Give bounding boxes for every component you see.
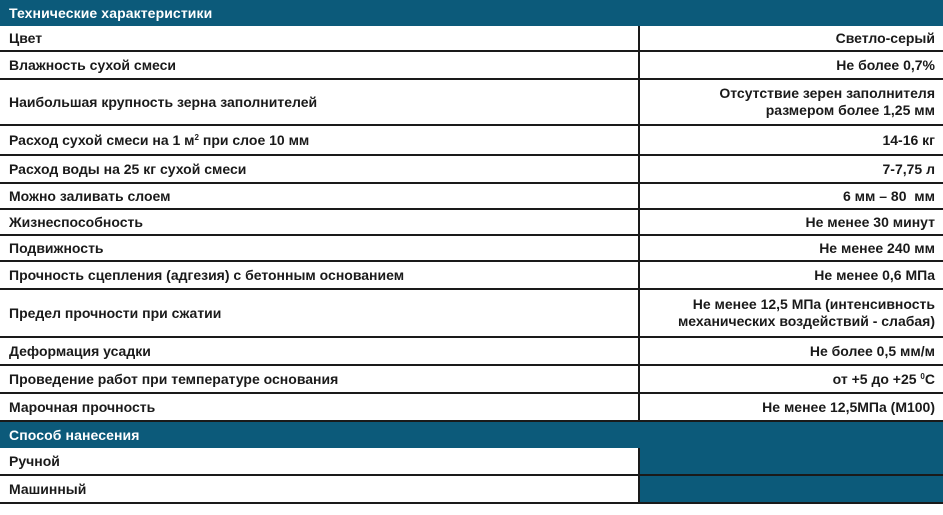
spec-value-line: Не менее 12,5 МПа (интенсивность <box>692 296 935 312</box>
spec-value-line: механических воздействий - слабая) <box>677 313 935 329</box>
spec-value: 6 мм – 80 мм <box>842 187 935 204</box>
method-label: Машинный <box>0 476 640 502</box>
spec-value <box>640 290 943 336</box>
spec-label: Влажность сухой смеси <box>0 52 640 78</box>
method-label: Ручной <box>0 448 640 474</box>
spec-row <box>0 80 943 126</box>
spec-value: от +5 до +25 $^0$ С <box>832 370 935 387</box>
spec-value: 14-16 кг <box>882 131 935 148</box>
spec-value-line: размером более 1,25 мм <box>765 102 935 118</box>
method-indicator <box>640 448 943 474</box>
spec-label: Можно заливать слоем <box>0 184 640 208</box>
method-row <box>0 448 943 476</box>
spec-row <box>0 338 943 366</box>
spec-row <box>0 394 943 422</box>
spec-row <box>0 52 943 80</box>
spec-value: Не менее 30 минут <box>805 213 935 230</box>
spec-value: 7-7,75 л <box>882 160 935 177</box>
spec-label: Жизнеспособность <box>0 210 640 234</box>
method-table <box>0 448 943 504</box>
spec-label: Цвет <box>0 26 640 50</box>
spec-row <box>0 126 943 156</box>
spec-row <box>0 26 943 52</box>
spec-label: Подвижность <box>0 236 640 260</box>
spec-value-line: Отсутствие зерен заполнителя <box>719 85 935 101</box>
spec-label: Прочность сцепления (адгезия) с бетонным основанием <box>0 262 640 288</box>
method-header: Способ нанесения <box>0 422 943 448</box>
spec-table <box>0 26 943 422</box>
spec-value <box>640 80 943 124</box>
spec-row <box>0 184 943 210</box>
spec-label: Наибольшая крупность зерна заполнителей <box>0 80 640 124</box>
spec-row <box>0 236 943 262</box>
spec-value: Светло-серый <box>835 29 935 46</box>
spec-label: Расход воды на 25 кг сухой смеси <box>0 156 640 182</box>
spec-value: Не менее 12,5МПа (М100) <box>762 398 935 415</box>
spec-row <box>0 210 943 236</box>
method-row <box>0 476 943 504</box>
method-indicator <box>640 476 943 502</box>
spec-value: Не менее 0,6 МПа <box>814 266 935 283</box>
spec-label: Марочная прочность <box>0 394 640 420</box>
spec-row <box>0 366 943 394</box>
spec-label: Предел прочности при сжатии <box>0 290 640 336</box>
spec-label: Деформация усадки <box>0 338 640 364</box>
spec-row <box>0 262 943 290</box>
spec-label: Проведение работ при температуре основания <box>0 366 640 392</box>
spec-row <box>0 156 943 184</box>
spec-value: Не более 0,7% <box>836 56 935 73</box>
spec-row <box>0 290 943 338</box>
spec-label: Расход сухой смеси на 1 м $^2$ при слое 10 мм <box>0 126 640 154</box>
tech-specs-header: Технические характеристики <box>0 0 943 26</box>
spec-value: Не более 0,5 мм/м <box>809 342 935 359</box>
spec-value: Не менее 240 мм <box>819 239 935 256</box>
